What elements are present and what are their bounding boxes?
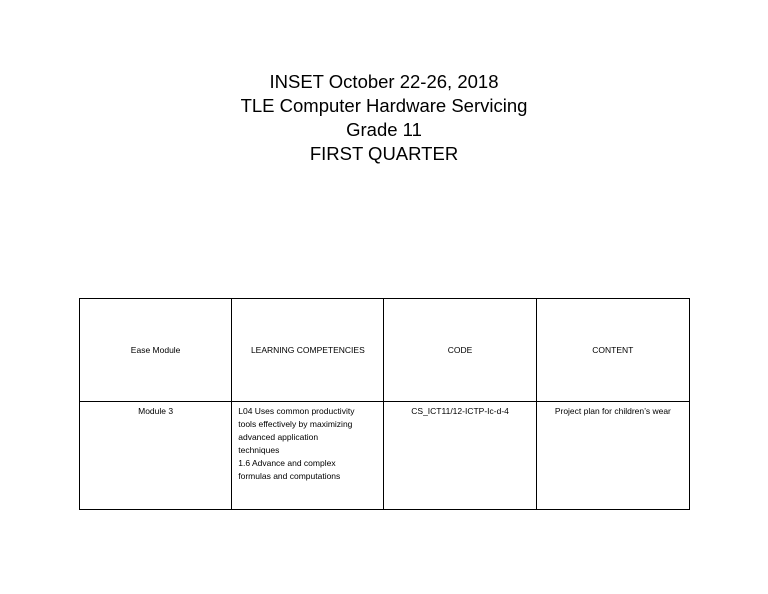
column-header-code: CODE xyxy=(384,299,536,402)
competency-line: advanced application xyxy=(238,432,319,442)
table-row xyxy=(80,402,690,510)
cell-competency xyxy=(232,402,384,510)
competency-line: 1.6 Advance and complex xyxy=(238,458,336,468)
title-quarter: FIRST QUARTER xyxy=(309,143,459,164)
curriculum-table xyxy=(79,298,690,510)
content-value: Project plan for children’s wear xyxy=(554,406,671,416)
module-value: Module 3 xyxy=(138,406,174,416)
competency-text xyxy=(232,402,383,483)
competency-line: tools effectively by maximizing xyxy=(238,419,353,429)
cell-content xyxy=(536,402,689,510)
column-header-module: Ease Module xyxy=(80,299,232,402)
competency-line: L04 Uses common productivity xyxy=(238,406,355,416)
title-grade: Grade 11 xyxy=(346,119,422,140)
competency-line: formulas and computations xyxy=(238,471,341,481)
code-value: CS_ICT11/12-ICTP-Ic-d-4 xyxy=(411,406,509,416)
title-inset-dates: INSET October 22-26, 2018 xyxy=(269,71,499,92)
cell-code xyxy=(384,402,536,510)
table-header-row xyxy=(80,299,690,402)
competency-line: techniques xyxy=(238,445,280,455)
column-header-content: CONTENT xyxy=(536,299,689,402)
title-subject: TLE Computer Hardware Servicing xyxy=(240,95,528,116)
column-header-competencies: LEARNING COMPETENCIES xyxy=(232,299,384,402)
cell-module xyxy=(80,402,232,510)
document-title-block xyxy=(0,70,768,166)
